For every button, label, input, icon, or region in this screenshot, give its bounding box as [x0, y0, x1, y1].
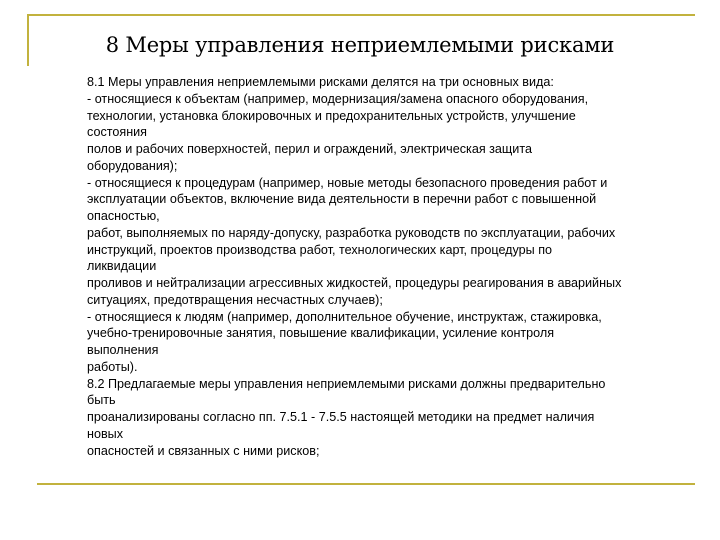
- body-line: - относящиеся к объектам (например, модернизация/замена опасного оборудования,: [87, 91, 589, 106]
- body-line: ситуациях, предотвращения несчастных случаев);: [87, 292, 383, 307]
- body-line: работы).: [87, 359, 138, 374]
- body-line: работ, выполняемых по наряду-допуску, разработка руководств по эксплуатации, рабочих: [87, 225, 616, 240]
- slide-title: 8 Меры управления неприемлемыми рисками: [105, 33, 615, 57]
- body-line: ликвидации: [87, 259, 157, 274]
- top-rule: [27, 14, 695, 16]
- body-line: 8.2 Предлагаемые меры управления неприемлемыми рисками должны предварительно: [87, 376, 606, 391]
- body-line: эксплуатации объектов, включение вида деятельности в перечни работ с повышенной: [87, 192, 597, 207]
- bottom-rule: [37, 483, 695, 485]
- body-line: полов и рабочих поверхностей, перил и ограждений, электрическая защита: [87, 142, 532, 156]
- body-line: быть: [87, 393, 116, 408]
- body-line: выполнения: [87, 343, 159, 357]
- body-line: новых: [87, 426, 123, 441]
- body-line: - относящиеся к людям (например, дополнительное обучение, инструктаж, стажировка,: [87, 309, 602, 324]
- body-line: опасностей и связанных с ними рисков;: [87, 443, 320, 458]
- body-line: учебно-тренировочные занятия, повышение квалификации, усиление контроля: [87, 326, 555, 341]
- body-line: проливов и нейтрализации агрессивных жидкостей, процедуры реагирования в аварийных: [87, 276, 622, 290]
- body-line: технологии, установка блокировочных и предохранительных устройств, улучшение: [87, 108, 576, 123]
- body-line: опасностью,: [87, 209, 160, 223]
- body-line: оборудования);: [87, 158, 178, 173]
- body-line: состояния: [87, 125, 147, 140]
- body-line: 8.1 Меры управления неприемлемыми рисками делятся на три основных вида:: [87, 75, 554, 89]
- slide-body: [87, 74, 697, 459]
- body-line: - относящиеся к процедурам (например, новые методы безопасного проведения работ и: [87, 175, 608, 190]
- body-line: проанализированы согласно пп. 7.5.1 - 7.5.5 настоящей методики на предмет наличия: [87, 410, 595, 424]
- body-line: инструкций, проектов производства работ, технологических карт, процедуры по: [87, 242, 553, 257]
